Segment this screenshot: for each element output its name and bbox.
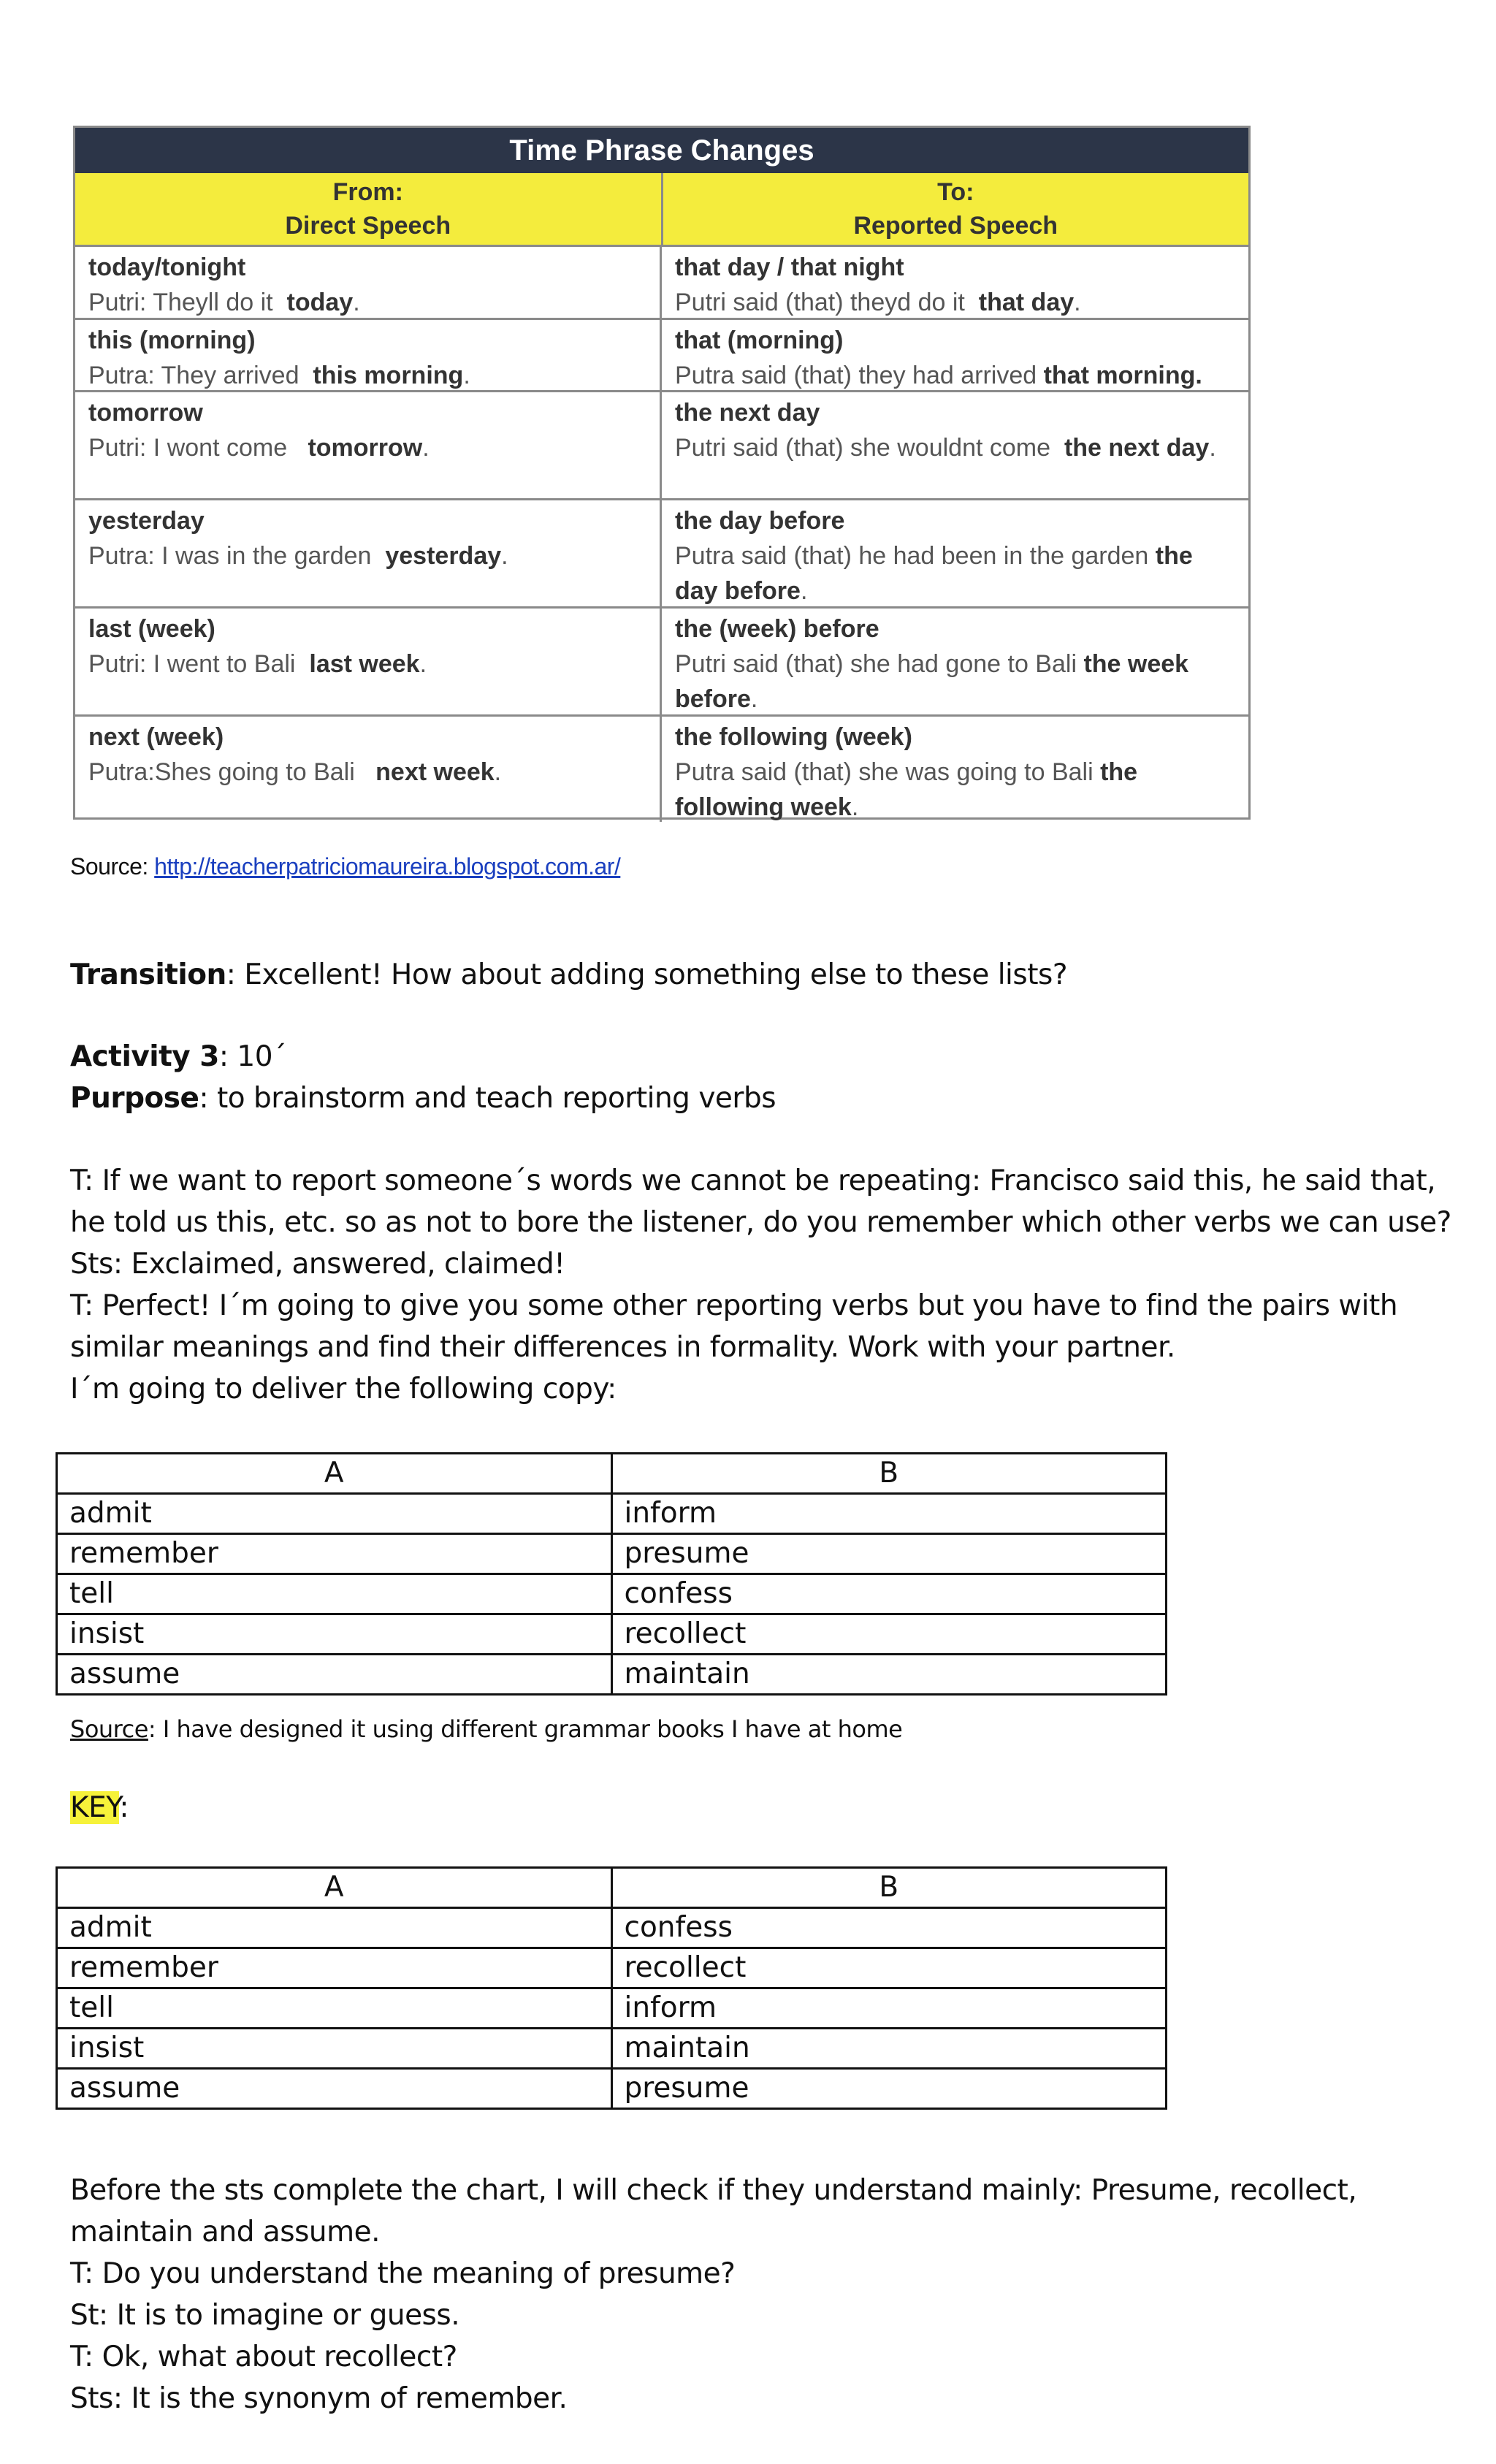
from-key: last week <box>309 650 420 678</box>
table-cell: tell <box>57 1988 612 2029</box>
table-cell: recollect <box>611 1614 1167 1655</box>
table-row <box>75 247 1248 320</box>
to-example: Putri said (that) she had gone to Bali <box>675 650 1077 678</box>
table-cell: assume <box>57 1655 612 1695</box>
to-phrase: the day before <box>675 507 845 535</box>
table-cell: presume <box>611 2069 1167 2109</box>
table-row <box>57 2069 1167 2109</box>
to-key: the week before <box>675 650 1189 713</box>
to-key: the day before <box>675 542 1193 605</box>
source-note-label: Source <box>70 1715 148 1743</box>
table-cell: confess <box>611 1908 1167 1948</box>
table-row <box>75 717 1248 822</box>
table-cell: admit <box>57 1908 612 1948</box>
dialogue-line: similar meanings and find their differences in formality. Work with your partner. <box>70 1331 1175 1364</box>
from-cell: yesterday Putra: I was in the garden yesterday. <box>75 500 662 606</box>
to-example: Putra said (that) he had been in the garden <box>675 542 1149 570</box>
table-cell: remember <box>57 1948 612 1988</box>
table-header <box>75 173 1248 247</box>
from-key: next week <box>375 758 495 786</box>
table-row <box>57 1948 1167 1988</box>
purpose-text: : to brainstorm and teach reporting verbs <box>199 1082 776 1115</box>
table-row <box>75 392 1248 500</box>
table-cell: assume <box>57 2069 612 2109</box>
transition-line <box>70 958 1067 991</box>
dialogue-line: Sts: It is the synonym of remember. <box>70 2382 568 2415</box>
key-colon: : <box>119 1791 129 1824</box>
purpose-line <box>70 1082 776 1115</box>
to-phrase: that (morning) <box>675 327 844 354</box>
table-cell: tell <box>57 1574 612 1614</box>
table-row <box>75 500 1248 609</box>
dialogue-line: T: Do you understand the meaning of presume? <box>70 2257 736 2290</box>
to-cell: the day before Putra said (that) he had been in the garden the day before. <box>662 500 1248 606</box>
activity-label: Activity 3 <box>70 1040 219 1073</box>
source-note-text: : I have designed it using different grammar books I have at home <box>148 1715 903 1743</box>
reporting-verbs-table <box>56 1452 1167 1696</box>
from-cell: next (week) Putra:Shes going to Bali next week. <box>75 717 662 822</box>
from-phrase: today/tonight <box>88 253 246 281</box>
table-row <box>75 609 1248 717</box>
from-example: Putra:Shes going to Bali <box>88 758 355 786</box>
table-cell: maintain <box>611 2029 1167 2069</box>
time-phrase-changes-table <box>73 126 1251 820</box>
dialogue-line: T: If we want to report someone´s words we cannot be repeating: Francisco said this, he said that, <box>70 1164 1436 1197</box>
purpose-label: Purpose <box>70 1082 199 1115</box>
transition-text: : Excellent! How about adding something else to these lists? <box>226 958 1068 991</box>
to-example: Putra said (that) she was going to Bali <box>675 758 1094 786</box>
from-example: Putri: Theyll do it <box>88 289 273 316</box>
from-cell: today/tonight Putri: Theyll do it today. <box>75 247 662 318</box>
table-row <box>57 1494 1167 1534</box>
table-title: Time Phrase Changes <box>75 128 1248 173</box>
from-cell: this (morning) Putra: They arrived this morning. <box>75 320 662 390</box>
header-to <box>663 173 1249 245</box>
from-cell: last (week) Putri: I went to Bali last week. <box>75 609 662 714</box>
from-phrase: tomorrow <box>88 399 203 427</box>
dialogue-line: St: It is to imagine or guess. <box>70 2299 460 2332</box>
from-phrase: this (morning) <box>88 327 256 354</box>
to-phrase: the next day <box>675 399 820 427</box>
to-example: Putra said (that) they had arrived <box>675 362 1037 389</box>
from-example: Putri: I wont come <box>88 434 288 462</box>
table-cell: insist <box>57 2029 612 2069</box>
to-example: Putri said (that) theyd do it <box>675 289 965 316</box>
table-row <box>57 1655 1167 1695</box>
dialogue-line: I´m going to deliver the following copy: <box>70 1373 617 1405</box>
from-cell: tomorrow Putri: I wont come tomorrow. <box>75 392 662 498</box>
to-key: the next day <box>1064 434 1210 462</box>
key-table <box>56 1866 1167 2110</box>
table-row <box>57 1574 1167 1614</box>
table-header-row <box>57 1454 1167 1494</box>
table-header-row <box>57 1868 1167 1908</box>
from-phrase: yesterday <box>88 507 205 535</box>
table-row <box>57 2029 1167 2069</box>
dialogue-line: maintain and assume. <box>70 2216 380 2249</box>
from-example: Putri: I went to Bali <box>88 650 296 678</box>
to-cell: the following (week) Putra said (that) she was going to Bali the following week. <box>662 717 1248 822</box>
dialogue-line: T: Ok, what about recollect? <box>70 2341 457 2373</box>
table-row <box>57 1908 1167 1948</box>
column-header: B <box>611 1868 1167 1908</box>
table-row <box>75 320 1248 392</box>
column-header: B <box>611 1454 1167 1494</box>
from-phrase: next (week) <box>88 723 224 751</box>
source-link[interactable]: http://teacherpatriciomaureira.blogspot.com.ar/ <box>154 853 621 880</box>
key-heading <box>70 1791 129 1824</box>
header-from-sub: Direct Speech <box>285 212 451 240</box>
to-cell: the next day Putri said (that) she wouldnt come the next day. <box>662 392 1248 498</box>
from-example: Putra: I was in the garden <box>88 542 372 570</box>
table-cell: maintain <box>611 1655 1167 1695</box>
from-key: tomorrow <box>308 434 423 462</box>
table-cell: remember <box>57 1534 612 1574</box>
dialogue-line: T: Perfect! I´m going to give you some other reporting verbs but you have to find the pairs with <box>70 1289 1398 1322</box>
dialogue-line: Before the sts complete the chart, I will check if they understand mainly: Presume, recollect, <box>70 2174 1357 2207</box>
to-phrase: the (week) before <box>675 615 879 643</box>
to-phrase: the following (week) <box>675 723 912 751</box>
transition-label: Transition <box>70 958 226 991</box>
to-key: the following week <box>675 758 1138 821</box>
table-cell: insist <box>57 1614 612 1655</box>
table-cell: admit <box>57 1494 612 1534</box>
from-example: Putra: They arrived <box>88 362 299 389</box>
column-header: A <box>57 1454 612 1494</box>
table-cell: recollect <box>611 1948 1167 1988</box>
activity-text: : 10´ <box>218 1040 287 1073</box>
to-phrase: that day / that night <box>675 253 904 281</box>
header-to-sub: Reported Speech <box>853 212 1058 240</box>
to-cell: the (week) before Putri said (that) she had gone to Bali the week before. <box>662 609 1248 714</box>
table-row <box>57 1534 1167 1574</box>
header-from-label: From: <box>332 178 403 206</box>
from-key: today <box>286 289 354 316</box>
from-key: this morning <box>313 362 464 389</box>
dialogue-line: he told us this, etc. so as not to bore the listener, do you remember which other verbs we can use? <box>70 1206 1451 1239</box>
source-note <box>70 1715 902 1743</box>
table-cell: presume <box>611 1534 1167 1574</box>
to-example: Putri said (that) she wouldnt come <box>675 434 1051 462</box>
to-cell <box>662 320 1248 390</box>
header-from <box>75 173 663 245</box>
dialogue-line: Sts: Exclaimed, answered, claimed! <box>70 1248 565 1281</box>
source-label: Source: <box>70 853 148 880</box>
activity-line <box>70 1040 286 1073</box>
from-key: yesterday <box>385 542 502 570</box>
header-to-label: To: <box>937 178 974 206</box>
table-cell: confess <box>611 1574 1167 1614</box>
source-line <box>70 853 620 880</box>
table-row <box>57 1988 1167 2029</box>
to-key: that day <box>978 289 1075 316</box>
from-phrase: last (week) <box>88 615 215 643</box>
to-key: that morning. <box>1043 362 1202 389</box>
table-row <box>57 1614 1167 1655</box>
key-label: KEY <box>70 1791 120 1824</box>
column-header: A <box>57 1868 612 1908</box>
table-cell: inform <box>611 1988 1167 2029</box>
table-cell: inform <box>611 1494 1167 1534</box>
to-cell: that day / that night Putri said (that) theyd do it that day. <box>662 247 1248 318</box>
